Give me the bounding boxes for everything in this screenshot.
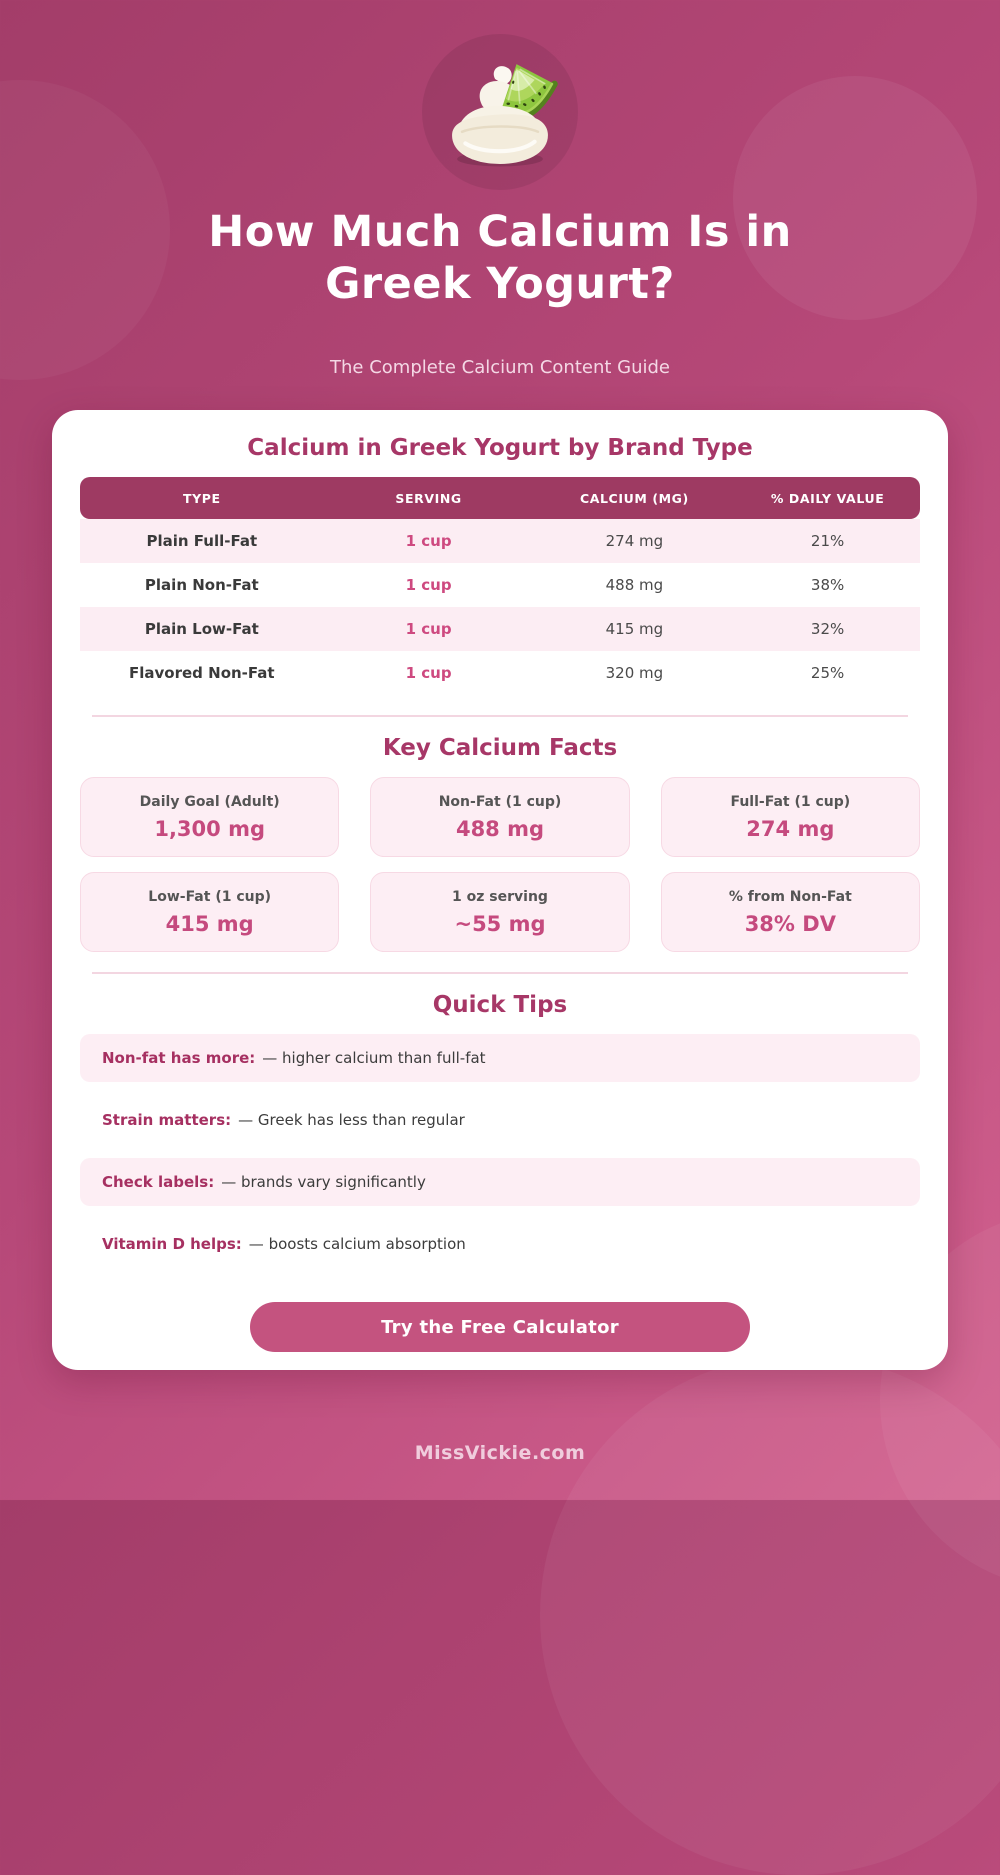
cell-type: Plain Full-Fat	[146, 532, 258, 550]
tip-lead: Non-fat has more:	[102, 1049, 256, 1067]
cell-serving: 1 cup	[405, 576, 452, 594]
tip-lead: Check labels:	[102, 1173, 215, 1191]
stat-label: % from Non-Fat	[728, 888, 852, 905]
yogurt-kiwi-illustration	[434, 46, 566, 178]
calcium-table	[80, 477, 920, 695]
stat-card-percent-dv	[661, 872, 920, 952]
table-row	[80, 563, 920, 607]
stat-card-low-fat	[80, 872, 339, 952]
tip-text: — higher calcium than full-fat	[262, 1049, 486, 1067]
cell-type: Plain Low-Fat	[144, 620, 259, 638]
facts-section-heading: Key Calcium Facts	[382, 735, 618, 761]
stat-value: 38% DV	[744, 911, 836, 936]
tip-lead: Strain matters:	[102, 1111, 232, 1129]
cell-daily-value: 32%	[810, 620, 845, 638]
free-calculator-button[interactable]: Try the Free Calculator	[250, 1302, 750, 1352]
table-row	[80, 519, 920, 563]
tip-item	[80, 1220, 920, 1268]
yogurt-kiwi-icon	[422, 34, 578, 190]
page-subtitle: The Complete Calcium Content Guide	[330, 356, 670, 378]
stat-label: Full-Fat (1 cup)	[730, 793, 851, 810]
tip-lead: Vitamin D helps:	[102, 1235, 242, 1253]
title-line-1: How Much Calcium Is in	[208, 207, 792, 257]
stat-label: 1 oz serving	[452, 888, 548, 905]
stat-card-full-fat	[661, 777, 920, 857]
cell-serving: 1 cup	[405, 532, 452, 550]
stat-label: Low-Fat (1 cup)	[148, 888, 272, 905]
stat-label: Daily Goal (Adult)	[139, 793, 280, 810]
cell-serving: 1 cup	[405, 620, 452, 638]
tips-section-heading: Quick Tips	[432, 992, 568, 1018]
column-header-calcium: CALCIUM (MG)	[579, 490, 689, 506]
content-card	[52, 410, 948, 1370]
cell-type: Plain Non-Fat	[144, 576, 259, 594]
cell-calcium: 274 mg	[605, 532, 664, 550]
cell-calcium: 488 mg	[605, 576, 664, 594]
cell-daily-value: 21%	[810, 532, 845, 550]
title-line-2: Greek Yogurt?	[325, 259, 675, 310]
section-divider	[92, 715, 908, 717]
table-header-row	[80, 477, 920, 519]
page-title	[0, 206, 1000, 311]
cell-type: Flavored Non-Fat	[129, 664, 275, 682]
site-name: MissVickie.com	[414, 1442, 586, 1464]
cell-serving: 1 cup	[405, 664, 452, 682]
cell-calcium: 320 mg	[605, 664, 664, 682]
tip-text: — Greek has less than regular	[238, 1111, 465, 1129]
tip-item	[80, 1096, 920, 1144]
cell-calcium: 415 mg	[605, 620, 664, 638]
column-header-serving: SERVING	[395, 490, 462, 506]
table-section-heading: Calcium in Greek Yogurt by Brand Type	[247, 435, 753, 461]
page-footer	[0, 1442, 1000, 1464]
tip-item	[80, 1158, 920, 1206]
quick-tips-list	[80, 1034, 920, 1268]
stat-value: 274 mg	[746, 816, 835, 841]
column-header-type: TYPE	[182, 490, 221, 506]
stat-label: Non-Fat (1 cup)	[438, 793, 562, 810]
tip-text: — brands vary significantly	[221, 1173, 426, 1191]
cell-daily-value: 25%	[810, 664, 845, 682]
stat-value: 1,300 mg	[154, 816, 265, 841]
column-header-daily-value: % DAILY VALUE	[770, 490, 885, 506]
stat-value: ~55 mg	[454, 911, 546, 936]
section-divider	[92, 972, 908, 974]
tip-text: — boosts calcium absorption	[248, 1235, 466, 1253]
page-header	[0, 0, 1000, 378]
stat-card-non-fat	[370, 777, 629, 857]
stat-card-daily-goal	[80, 777, 339, 857]
key-facts-grid	[80, 777, 920, 952]
stat-value: 488 mg	[455, 816, 545, 841]
stat-card-oz-serving	[370, 872, 629, 952]
tip-item	[80, 1034, 920, 1082]
table-row	[80, 607, 920, 651]
stat-value: 415 mg	[165, 911, 254, 936]
cell-daily-value: 38%	[810, 576, 845, 594]
table-row	[80, 651, 920, 695]
